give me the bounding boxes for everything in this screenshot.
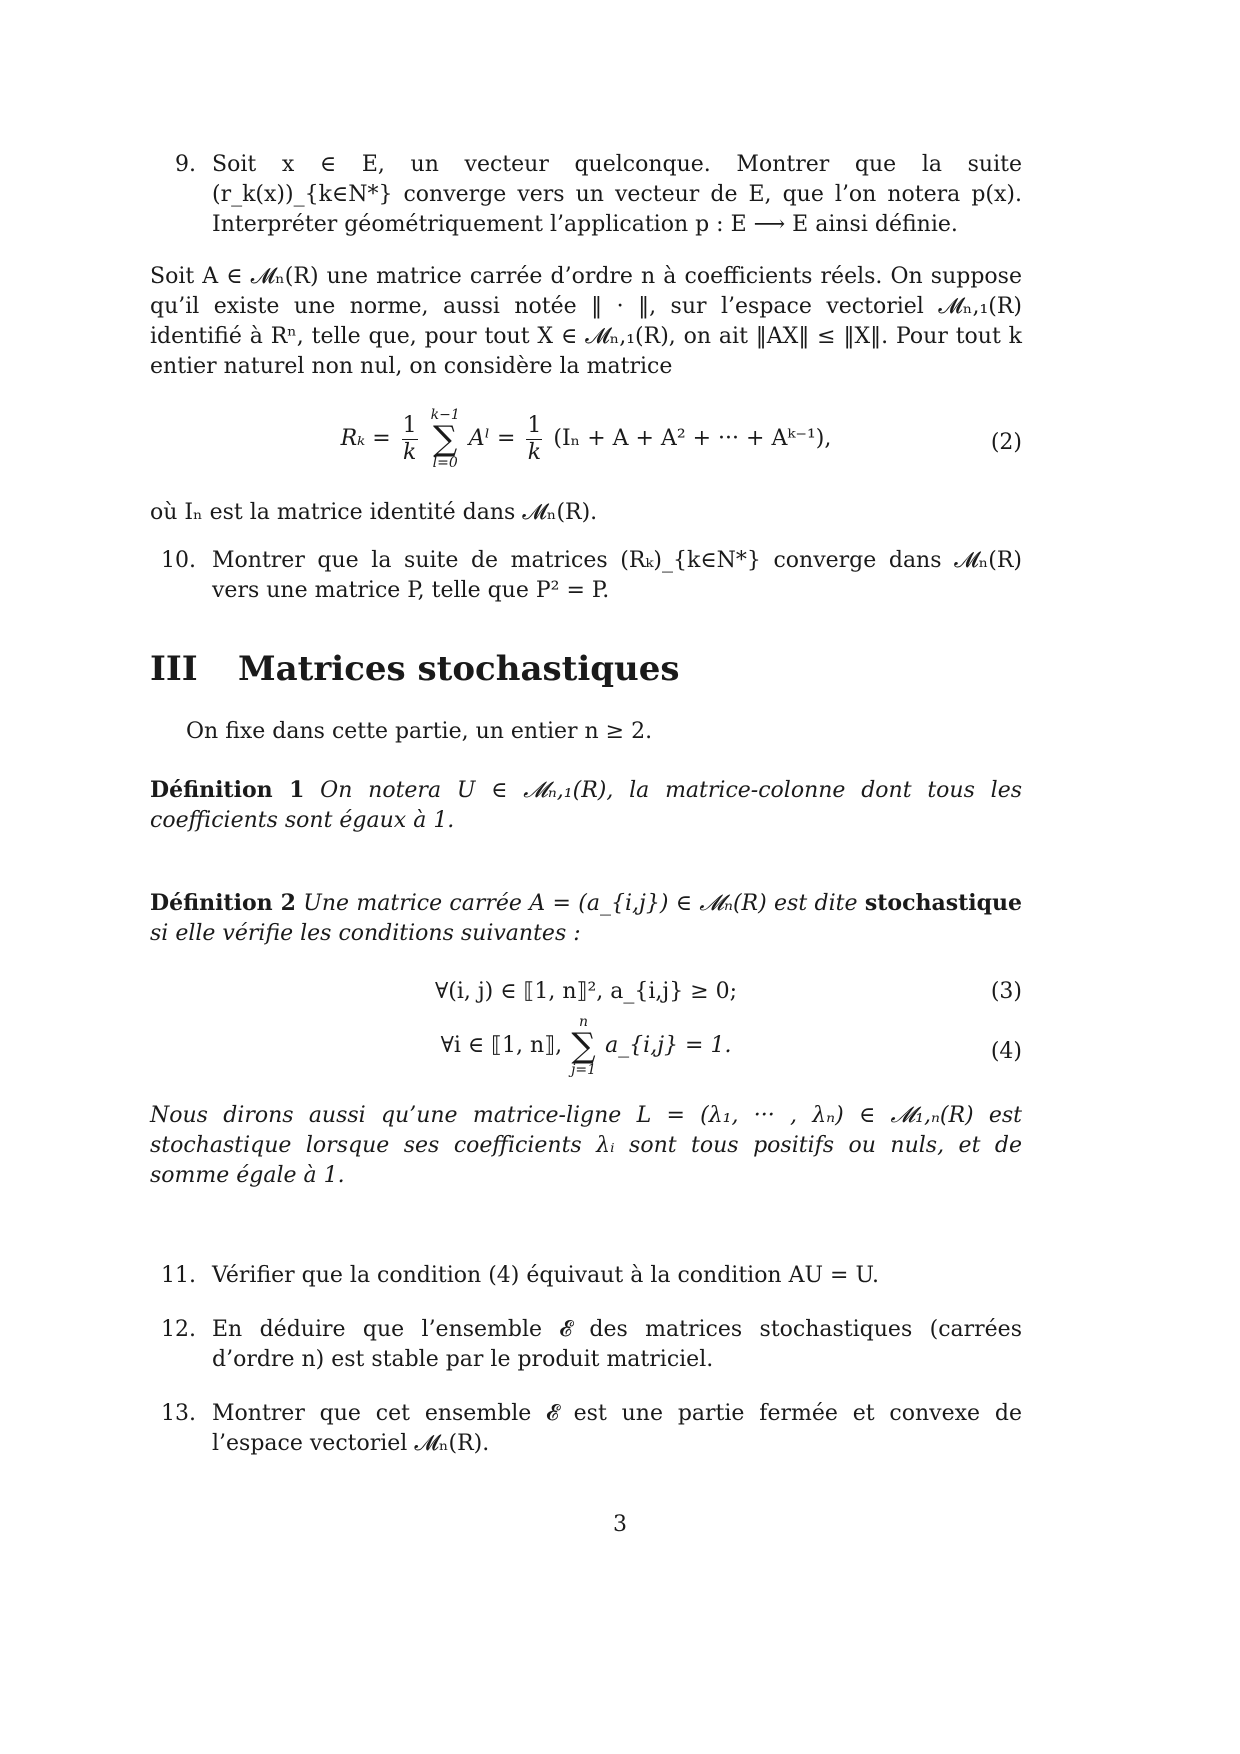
equation-3: [150, 969, 1022, 1015]
intro-paragraph: Soit A ∈ 𝓜ₙ(R) une matrice carrée d’ordre n à coefficients réels. On suppose qu’il existe une norme, aussi notée ‖ · ‖, sur l’espace vectoriel 𝓜ₙ,₁(R) identifié à Rⁿ, telle que, pour tout X ∈ 𝓜ₙ,₁(R), on ait ‖AX‖ ≤ ‖X‖. Pour tout k entier naturel non nul, on considère la matrice: [150, 264, 1022, 379]
fraction-numerator: 1: [402, 412, 417, 438]
equation-number: (3): [990, 979, 1022, 1004]
equation-number: (4): [990, 1039, 1022, 1064]
question-text: Montrer que cet ensemble 𝓔 est une partie fermée et convexe de l’espace vectoriel 𝓜ₙ(R).: [212, 1401, 1022, 1456]
sum-symbol: [431, 408, 460, 470]
section-title: Matrices stochastiques: [238, 649, 680, 689]
question-10: [150, 546, 1022, 606]
definition-2: [150, 888, 1022, 949]
fraction-denominator: k: [527, 439, 542, 465]
equation-body: ∀(i, j) ∈ ⟦1, n⟧², a_{i,j} ≥ 0;: [434, 979, 738, 1004]
question-number: 10.: [161, 548, 196, 573]
equation-number: (2): [990, 430, 1022, 455]
definition-1: [150, 775, 1022, 836]
definition-text-before: Une matrice carrée A = (a_{i,j}) ∈ 𝓜ₙ(R) est dite: [303, 891, 858, 916]
sum-lower-limit: j=1: [571, 1062, 597, 1078]
fraction: [526, 413, 542, 466]
definition-label: Définition 2: [150, 890, 296, 916]
question-13: [150, 1399, 1022, 1459]
definition-note: Nous dirons aussi qu’une matrice-ligne L = (λ₁, ··· , λₙ) ∈ 𝓜₁,ₙ(R) est stochastique lorsque ses coefficients λᵢ sont tous positifs ou nuls, et de somme égale à 1.: [150, 1103, 1022, 1188]
sigma-icon: ∑: [571, 1026, 596, 1066]
question-text: En déduire que l’ensemble 𝓔 des matrices stochastiques (carrées d’ordre n) est stable par le produit matriciel.: [212, 1317, 1022, 1372]
question-11: [150, 1261, 1022, 1291]
eq-rhs: (Iₙ + A + A² + ··· + Aᵏ⁻¹),: [553, 426, 832, 451]
sum-upper-limit: k−1: [430, 407, 460, 423]
question-number: 13.: [161, 1401, 196, 1426]
question-9: [150, 150, 1022, 240]
definition-label: Définition 1: [150, 777, 305, 803]
eq-lhs: Rₖ =: [340, 426, 391, 451]
sigma-icon: ∑: [433, 419, 458, 459]
equation-4: [150, 1015, 1022, 1087]
equation-body: [150, 1015, 1022, 1077]
definition-text-after: si elle vérifie les conditions suivantes :: [150, 921, 581, 946]
sum-upper-limit: n: [579, 1014, 589, 1030]
after-equation-text: où Iₙ est la matrice identité dans 𝓜ₙ(R).: [150, 500, 598, 525]
question-12: [150, 1315, 1022, 1375]
page-content: [150, 150, 1022, 1459]
eq-middle: Aˡ =: [468, 426, 516, 451]
question-number: 9.: [175, 152, 196, 177]
definition-text: On notera U ∈ 𝓜ₙ,₁(R), la matrice-colonne dont tous les coefficients sont égaux à 1.: [150, 778, 1023, 833]
question-number: 11.: [161, 1263, 196, 1288]
definition-bold-term: stochastique: [864, 890, 1023, 916]
sum-lower-limit: l=0: [432, 455, 458, 471]
question-text: Soit x ∈ E, un vecteur quelconque. Montrer que la suite (r_k(x))_{k∈N*} converge vers un vecteur de E, que l’on notera p(x). Interpréter géométriquement l’application p : E ⟶ E ainsi définie.: [212, 152, 1022, 237]
section-heading: [150, 649, 1022, 689]
section-intro: On fixe dans cette partie, un entier n ≥ 2.: [186, 719, 653, 744]
fraction: [402, 413, 418, 466]
eq-rhs: a_{i,j} = 1.: [605, 1033, 732, 1058]
page-number: 3: [613, 1512, 627, 1537]
question-number: 12.: [161, 1317, 196, 1342]
section-number: III: [150, 649, 198, 689]
question-text: Vérifier que la condition (4) équivaut à la condition AU = U.: [212, 1263, 879, 1288]
sum-symbol: [571, 1015, 596, 1077]
question-text: Montrer que la suite de matrices (Rₖ)_{k∈N*} converge dans 𝓜ₙ(R) vers une matrice P, telle que P² = P.: [212, 548, 1022, 603]
fraction-denominator: k: [402, 439, 417, 465]
eq-lhs: ∀i ∈ ⟦1, n⟧,: [440, 1033, 563, 1058]
fraction-numerator: 1: [527, 412, 542, 438]
equation-2: [150, 408, 1022, 484]
equation-body: [150, 408, 1022, 470]
